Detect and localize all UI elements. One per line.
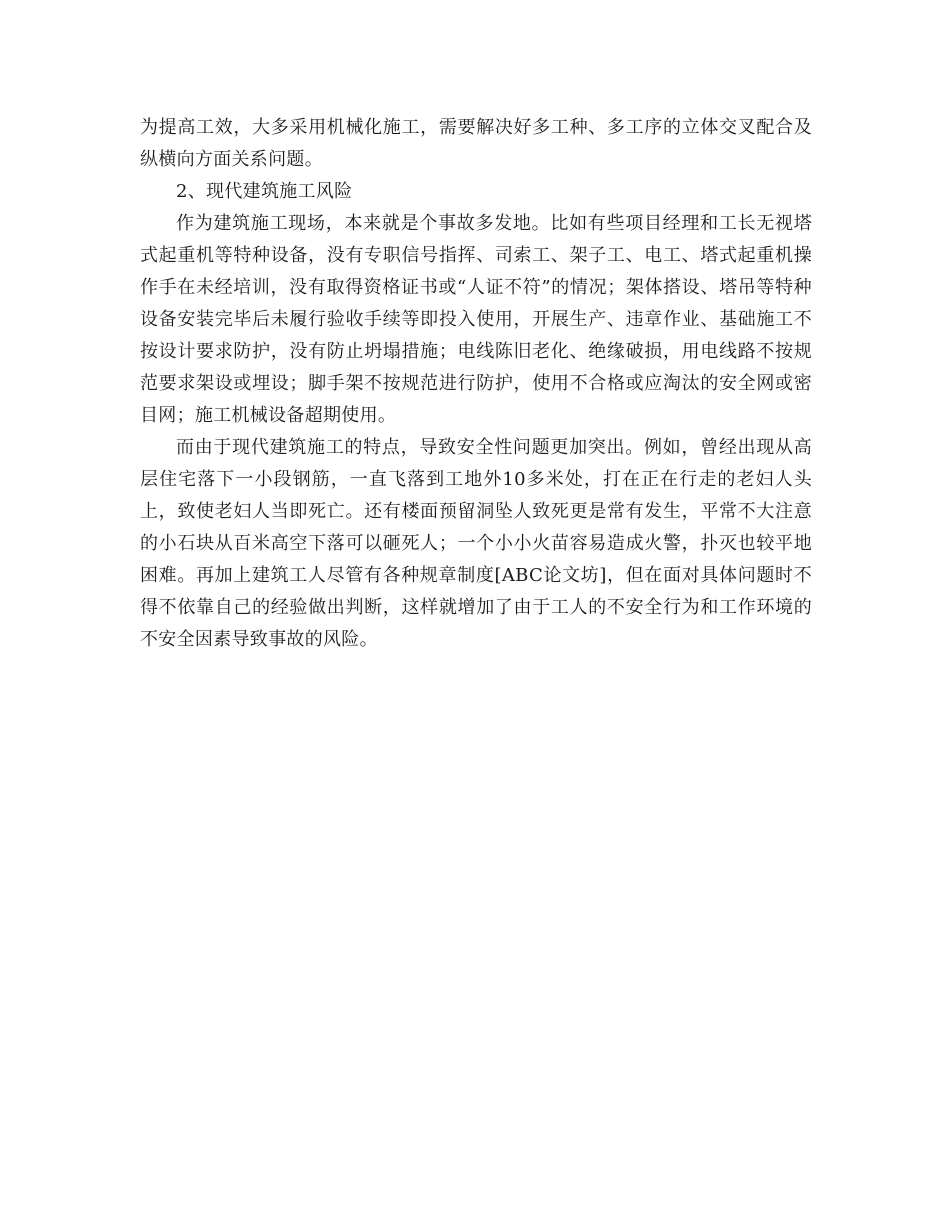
document-body xyxy=(140,112,812,656)
paragraph-construction-hazards: 作为建筑施工现场，本来就是个事故多发地。比如有些项目经理和工长无视塔式起重机等特种设备，没有专职信号指挥、司索工、架子工、电工、塔式起重机操作手在未经培训，没有取得资格证书或“人证不符”的情况；架体搭设、塔吊等特种设备安装完毕后未履行验收手续等即投入使用，开展生产、违章作业、基础施工不按设计要求防护，没有防止坍塌措施；电线陈旧老化、绝缘破损，用电线路不按规范要求架设或埋设；脚手架不按规范进行防护，使用不合格或应淘汰的安全网或密目网；施工机械设备超期使用。 xyxy=(140,213,812,426)
section-heading: 2、现代建筑施工风险 xyxy=(176,181,353,202)
paragraph-safety-issues: 而由于现代建筑施工的特点，导致安全性问题更加突出。例如，曾经出现从高层住宅落下一小段钢筋，一直飞落到工地外10多米处，打在正在行走的老妇人头上，致使老妇人当即死亡。还有楼面预留洞坠人致死更是常有发生，平常不大注意的小石块从百米高空下落可以砸死人；一个小小火苗容易造成火警，扑灭也较平地困难。再加上建筑工人尽管有各种规章制度[ABC论文坊]，但在面对具体问题时不得不依靠自己的经验做出判断，这样就增加了由于工人的不安全行为和工作环境的不安全因素导致事故的风险。 xyxy=(140,437,812,650)
paragraph-continuation: 为提高工效，大多采用机械化施工，需要解决好多工种、多工序的立体交叉配合及纵横向方面关系问题。 xyxy=(140,117,812,170)
